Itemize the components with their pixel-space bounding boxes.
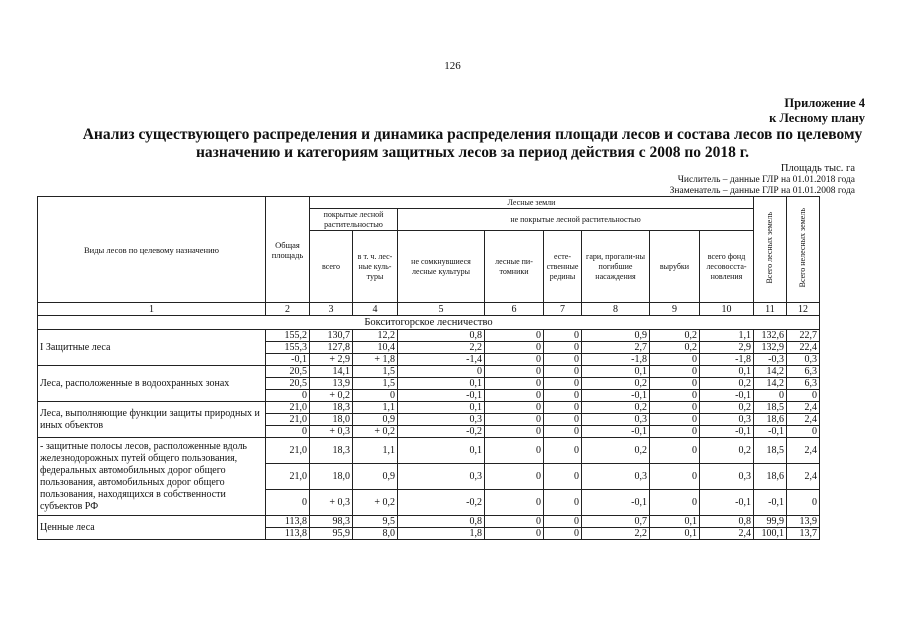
table-cell: 0 xyxy=(544,378,582,390)
header-total-nonforest-lands: Всего нелесных земель xyxy=(787,197,820,303)
table-row xyxy=(38,516,820,528)
table-cell: 0,2 xyxy=(582,378,650,390)
table-cell: 0,2 xyxy=(700,438,754,464)
header-burnt-areas: гари, прогали-ны погибшие насаждения xyxy=(582,231,650,303)
table-row xyxy=(38,330,820,342)
section-row xyxy=(38,316,820,330)
table-cell: 0 xyxy=(544,342,582,354)
row-label: Леса, выполняющие функции защиты природных и иных объектов xyxy=(38,402,266,438)
table-cell: 0 xyxy=(754,390,787,402)
table-cell: + 2,9 xyxy=(310,354,353,366)
header-unclosed-plantations: не сомкнувшиеся лесные культуры xyxy=(398,231,485,303)
table-cell: 0,2 xyxy=(650,342,700,354)
header-total-area: Общая площадь xyxy=(266,197,310,303)
table-cell: 0 xyxy=(485,342,544,354)
table-cell: 0 xyxy=(544,366,582,378)
table-cell: + 0,3 xyxy=(310,490,353,516)
table-cell: 0 xyxy=(544,330,582,342)
table-cell: 0 xyxy=(485,402,544,414)
table-cell: 99,9 xyxy=(754,516,787,528)
table-cell: + 0,2 xyxy=(353,426,398,438)
table-cell: 0 xyxy=(650,464,700,490)
column-number: 9 xyxy=(650,303,700,316)
table-cell: 18,5 xyxy=(754,402,787,414)
table-cell: 0 xyxy=(266,490,310,516)
column-number: 11 xyxy=(754,303,787,316)
column-number: 10 xyxy=(700,303,754,316)
row-label: Ценные леса xyxy=(38,516,266,540)
table-row xyxy=(38,366,820,378)
numerator-note: Числитель – данные ГЛР на 01.01.2018 года xyxy=(677,175,855,185)
column-number: 12 xyxy=(787,303,820,316)
table-cell: 0 xyxy=(787,390,820,402)
table-cell: 0 xyxy=(485,354,544,366)
table-cell: -0,2 xyxy=(398,490,485,516)
column-number: 4 xyxy=(353,303,398,316)
table-cell: 21,0 xyxy=(266,464,310,490)
header-incl-plantations: в т. ч. лес-ные куль-туры xyxy=(353,231,398,303)
table-cell: 18,5 xyxy=(754,438,787,464)
table-cell: 14,2 xyxy=(754,366,787,378)
table-cell: 0,2 xyxy=(700,378,754,390)
table-cell: 0,8 xyxy=(398,330,485,342)
table-cell: 6,3 xyxy=(787,366,820,378)
table-cell: -0,1 xyxy=(266,354,310,366)
table-cell: -0,1 xyxy=(754,490,787,516)
table-cell: 18,0 xyxy=(310,414,353,426)
table-cell: 10,4 xyxy=(353,342,398,354)
table-cell: 0,3 xyxy=(700,464,754,490)
table-cell: 0 xyxy=(544,354,582,366)
column-number: 8 xyxy=(582,303,650,316)
table-cell: 0 xyxy=(266,426,310,438)
header-nurseries: лесные пи-томники xyxy=(485,231,544,303)
appendix-reference: к Лесному плану xyxy=(769,111,865,125)
header-not-covered: не покрытые лесной растительностью xyxy=(398,209,754,231)
header-forest-types: Виды лесов по целевому назначению xyxy=(38,197,266,303)
table-cell: 0,3 xyxy=(582,464,650,490)
table-cell: 0 xyxy=(398,366,485,378)
table-cell: 0 xyxy=(544,438,582,464)
table-cell: 113,8 xyxy=(266,528,310,540)
table-cell: 12,2 xyxy=(353,330,398,342)
table-cell: 0,2 xyxy=(582,438,650,464)
table-cell: 22,4 xyxy=(787,342,820,354)
appendix-label: Приложение 4 xyxy=(784,96,865,110)
header-total-forest-lands: Всего лесных земель xyxy=(754,197,787,303)
table-cell: 95,9 xyxy=(310,528,353,540)
table-cell: 127,8 xyxy=(310,342,353,354)
table-cell: -0,1 xyxy=(700,390,754,402)
table-cell: 1,5 xyxy=(353,378,398,390)
page-number: 126 xyxy=(444,60,461,72)
table-cell: -0,1 xyxy=(700,490,754,516)
table-cell: 155,2 xyxy=(266,330,310,342)
table-cell: 21,0 xyxy=(266,414,310,426)
header-all: всего xyxy=(310,231,353,303)
table-cell: 0,8 xyxy=(700,516,754,528)
table-cell: 0 xyxy=(650,402,700,414)
table-cell: 2,2 xyxy=(582,528,650,540)
section-title: Бокситогорское лесничество xyxy=(38,316,820,330)
table-cell: 2,4 xyxy=(700,528,754,540)
table-cell: 0,1 xyxy=(582,366,650,378)
table-cell: 0 xyxy=(485,378,544,390)
table-cell: 18,0 xyxy=(310,464,353,490)
table-cell: 0 xyxy=(650,490,700,516)
column-number: 2 xyxy=(266,303,310,316)
row-label: I Защитные леса xyxy=(38,330,266,366)
table-cell: 0 xyxy=(485,414,544,426)
table-cell: -0,1 xyxy=(582,426,650,438)
table-cell: 2,4 xyxy=(787,464,820,490)
table-cell: 132,6 xyxy=(754,330,787,342)
table-cell: 14,1 xyxy=(310,366,353,378)
table-cell: -0,1 xyxy=(398,390,485,402)
table-cell: 0 xyxy=(650,390,700,402)
table-cell: 0,9 xyxy=(582,330,650,342)
table-cell: 21,0 xyxy=(266,438,310,464)
table-cell: 1,1 xyxy=(353,438,398,464)
table-cell: 0,1 xyxy=(398,378,485,390)
table-cell: 0,2 xyxy=(650,330,700,342)
table-cell: 0 xyxy=(544,414,582,426)
table-cell: 0 xyxy=(787,490,820,516)
table-cell: 0 xyxy=(787,426,820,438)
table-row xyxy=(38,402,820,414)
header-forest-lands: Лесные земли xyxy=(310,197,754,209)
table-cell: 13,9 xyxy=(787,516,820,528)
table-cell: 0,2 xyxy=(700,402,754,414)
table-cell: 100,1 xyxy=(754,528,787,540)
table-cell: 0,8 xyxy=(398,516,485,528)
document-title: Анализ существующего распределения и динамика распределения площади лесов и состава лесов по целевому назначению и категориям защитных лесов за период действия с 2008 по 2018 г. xyxy=(82,126,863,161)
table-cell: 18,3 xyxy=(310,402,353,414)
table-cell: 0 xyxy=(485,528,544,540)
table-cell: 2,2 xyxy=(398,342,485,354)
table-cell: 2,4 xyxy=(787,438,820,464)
table-cell: 0 xyxy=(485,390,544,402)
table-cell: 0 xyxy=(544,490,582,516)
row-label: - защитные полосы лесов, расположенные вдоль железнодорожных путей общего пользования, федеральных автомобильных дорог общего пользования, автомобильных дорог общего пользования, находящихся в собственности субъектов РФ xyxy=(38,438,266,516)
table-cell: 2,9 xyxy=(700,342,754,354)
table-cell: 0,3 xyxy=(582,414,650,426)
table-cell: 18,6 xyxy=(754,414,787,426)
table-cell: -0,3 xyxy=(754,354,787,366)
table-row xyxy=(38,438,820,464)
table-cell: 0 xyxy=(544,402,582,414)
table-cell: 0,9 xyxy=(353,414,398,426)
table-cell: 0 xyxy=(353,390,398,402)
table-cell: 13,7 xyxy=(787,528,820,540)
table-cell: 130,7 xyxy=(310,330,353,342)
table-cell: 0,1 xyxy=(398,438,485,464)
table-cell: 0 xyxy=(266,390,310,402)
table-cell: 14,2 xyxy=(754,378,787,390)
table-cell: 13,9 xyxy=(310,378,353,390)
table-cell: 132,9 xyxy=(754,342,787,354)
table-cell: 0,9 xyxy=(353,464,398,490)
column-number: 7 xyxy=(544,303,582,316)
table-cell: -0,1 xyxy=(582,490,650,516)
table-cell: 98,3 xyxy=(310,516,353,528)
table-cell: 0 xyxy=(650,426,700,438)
table-cell: 20,5 xyxy=(266,366,310,378)
table-cell: 0 xyxy=(650,354,700,366)
table-cell: 0,1 xyxy=(398,402,485,414)
table-cell: -1,8 xyxy=(700,354,754,366)
column-number: 1 xyxy=(38,303,266,316)
table-cell: 0,3 xyxy=(787,354,820,366)
row-label: Леса, расположенные в водоохранных зонах xyxy=(38,366,266,402)
table-cell: -0,2 xyxy=(398,426,485,438)
table-cell: 0 xyxy=(650,414,700,426)
table-cell: 0 xyxy=(485,366,544,378)
table-cell: 155,3 xyxy=(266,342,310,354)
table-cell: 0 xyxy=(485,490,544,516)
table-cell: 1,1 xyxy=(353,402,398,414)
table-cell: 0,3 xyxy=(398,464,485,490)
table-cell: 22,7 xyxy=(787,330,820,342)
table-cell: 0,1 xyxy=(650,528,700,540)
table-cell: + 0,2 xyxy=(353,490,398,516)
header-reforestation-fund: всего фонд лесовосста-новления xyxy=(700,231,754,303)
table-cell: 2,4 xyxy=(787,414,820,426)
header-covered: покрытые лесной растительностью xyxy=(310,209,398,231)
table-cell: 0 xyxy=(650,378,700,390)
table-cell: 0 xyxy=(485,516,544,528)
denominator-note: Знаменатель – данные ГЛР на 01.01.2008 года xyxy=(669,186,855,196)
table-cell: + 0,3 xyxy=(310,426,353,438)
column-number-row xyxy=(38,303,820,316)
table-cell: 1,8 xyxy=(398,528,485,540)
table-cell: 1,5 xyxy=(353,366,398,378)
table-cell: 0 xyxy=(650,366,700,378)
table-cell: 2,7 xyxy=(582,342,650,354)
table-cell: 18,3 xyxy=(310,438,353,464)
table-cell: 0 xyxy=(485,438,544,464)
table-cell: 0 xyxy=(544,516,582,528)
table-cell: 0 xyxy=(485,426,544,438)
table-cell: 0,1 xyxy=(700,366,754,378)
table-cell: 0,3 xyxy=(700,414,754,426)
table-cell: 9,5 xyxy=(353,516,398,528)
table-cell: 0 xyxy=(485,464,544,490)
table-cell: + 1,8 xyxy=(353,354,398,366)
column-number: 3 xyxy=(310,303,353,316)
table-cell: 0,1 xyxy=(650,516,700,528)
table-cell: 0 xyxy=(544,464,582,490)
table-cell: 18,6 xyxy=(754,464,787,490)
table-cell: 113,8 xyxy=(266,516,310,528)
table-cell: -0,1 xyxy=(700,426,754,438)
table-cell: 0,2 xyxy=(582,402,650,414)
table-cell: 0,3 xyxy=(398,414,485,426)
table-cell: 0 xyxy=(650,438,700,464)
table-cell: 0 xyxy=(485,330,544,342)
forest-distribution-table xyxy=(37,196,820,540)
table-cell: 8,0 xyxy=(353,528,398,540)
table-cell: 0 xyxy=(544,390,582,402)
table-cell: 1,1 xyxy=(700,330,754,342)
table-cell: -1,8 xyxy=(582,354,650,366)
table-cell: 0 xyxy=(544,426,582,438)
header-natural-gaps: есте-ственные редины xyxy=(544,231,582,303)
table-cell: 0,7 xyxy=(582,516,650,528)
area-unit-note: Площадь тыс. га xyxy=(780,163,855,174)
table-cell: -1,4 xyxy=(398,354,485,366)
table-cell: 2,4 xyxy=(787,402,820,414)
table-cell: 0 xyxy=(544,528,582,540)
column-number: 6 xyxy=(485,303,544,316)
header-clearcuts: вырубки xyxy=(650,231,700,303)
column-number: 5 xyxy=(398,303,485,316)
table-cell: -0,1 xyxy=(754,426,787,438)
table-cell: 21,0 xyxy=(266,402,310,414)
table-cell: + 0,2 xyxy=(310,390,353,402)
table-cell: 20,5 xyxy=(266,378,310,390)
table-cell: -0,1 xyxy=(582,390,650,402)
table-cell: 6,3 xyxy=(787,378,820,390)
